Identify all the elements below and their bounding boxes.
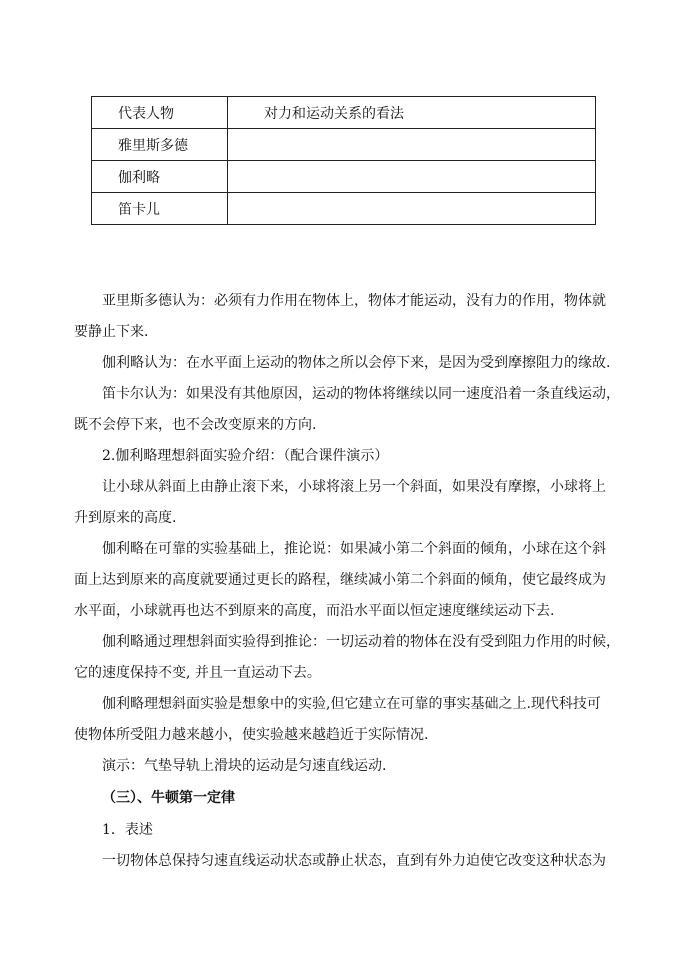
text-line: 演示：气垫导轨上滑块的运动是匀速直线运动. — [102, 758, 387, 774]
table-header-row — [92, 97, 596, 129]
text-line: 伽利略通过理想斜面实验得到推论：一切运动着的物体在没有受到阻力作用的时候， — [102, 634, 620, 650]
table-row — [92, 193, 596, 225]
text-line: 伽利略在可靠的实验基础上，推论说：如果减小第二个斜面的倾角，小球在这个斜 — [102, 541, 606, 557]
section-heading: （三）、牛顿第一定律 — [102, 790, 235, 806]
text-line: 笛卡尔认为：如果没有其他原因，运动的物体将继续以同一速度沿着一条直线运动， — [102, 386, 620, 402]
text-line: 伽利略认为：在水平面上运动的物体之所以会停下来，是因为受到摩擦阻力的缘故. — [102, 355, 611, 371]
text-line: 要静止下来. — [74, 324, 149, 340]
section-heading: 2.伽利略理想斜面实验介绍：（配合课件演示） — [102, 448, 389, 464]
views-table — [91, 96, 596, 225]
table-cell-view — [228, 161, 596, 193]
table-cell-person: 雅里斯多德 — [92, 129, 228, 161]
text-line: 它的速度保持不变, 并且一直运动下去。 — [74, 665, 321, 681]
table-cell-person: 笛卡儿 — [92, 193, 228, 225]
table-header-cell: 对力和运动关系的看法 — [228, 97, 596, 129]
table-cell-person: 伽利略 — [92, 161, 228, 193]
subsection-heading: 1．表述 — [102, 822, 153, 838]
table-cell-view — [228, 129, 596, 161]
table-header-cell: 代表人物 — [92, 97, 228, 129]
text-line: 升到原来的高度. — [74, 510, 177, 526]
text-line: 一切物体总保持匀速直线运动状态或静止状态，直到有外力迫使它改变这种状态为 — [102, 853, 606, 869]
table-row — [92, 129, 596, 161]
table-row — [92, 161, 596, 193]
text-line: 面上达到原来的高度就要通过更长的路程，继续减小第二个斜面的倾角，使它最终成为 — [74, 572, 606, 588]
table-cell-view — [228, 193, 596, 225]
text-line: 伽利略理想斜面实验是想象中的实验,但它建立在可靠的事实基础之上.现代科技可 — [102, 696, 601, 712]
text-line: 既不会停下来，也不会改变原来的方向. — [74, 417, 317, 433]
text-line: 亚里斯多德认为：必须有力作用在物体上，物体才能运动，没有力的作用，物体就 — [102, 293, 606, 309]
text-line: 水平面，小球就再也达不到原来的高度，而沿水平面以恒定速度继续运动下去. — [74, 603, 555, 619]
text-line: 使物体所受阻力越来越小，使实验越来越趋近于实际情况. — [74, 727, 429, 743]
text-line: 让小球从斜面上由静止滚下来，小球将滚上另一个斜面，如果没有摩擦，小球将上 — [102, 479, 606, 495]
